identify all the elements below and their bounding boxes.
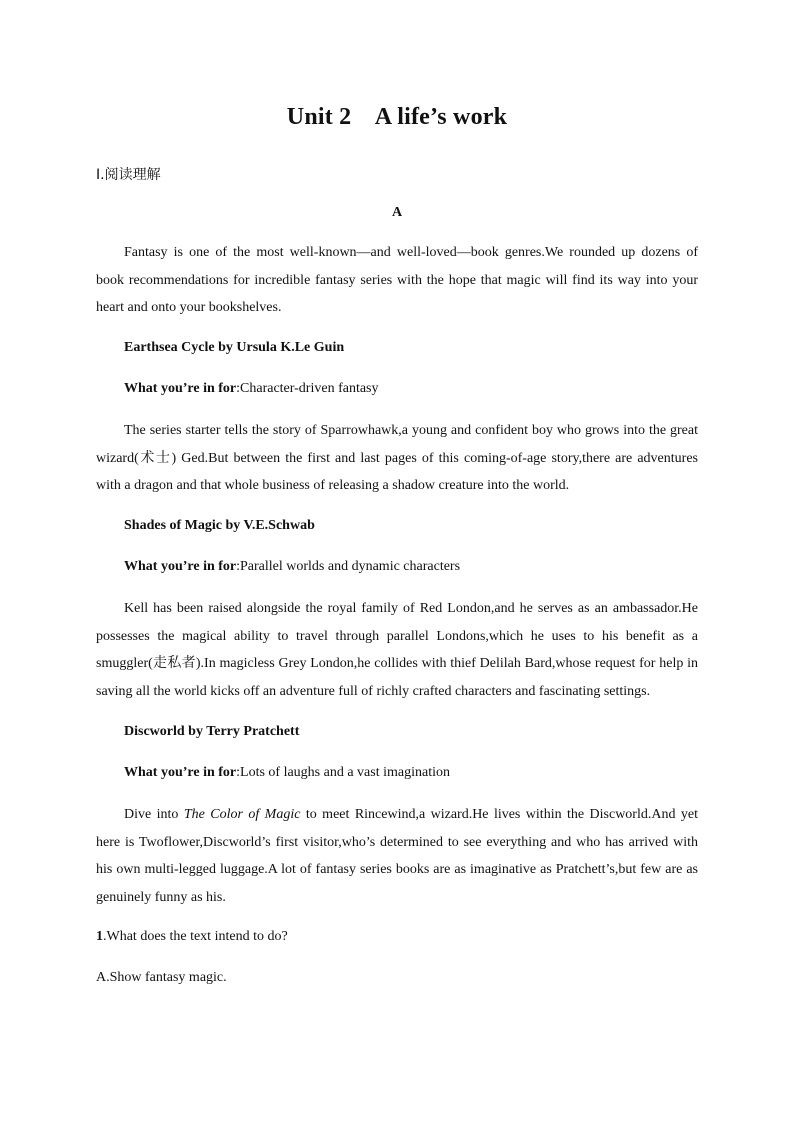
question-1-option-a: A.Show fantasy magic. <box>96 970 227 985</box>
question-text: .What does the text intend to do? <box>103 929 288 944</box>
book-description-discworld <box>96 801 698 911</box>
genre-value: :Character-driven fantasy <box>236 381 379 396</box>
question-number: 1 <box>96 929 103 944</box>
book-genre-line-shades <box>124 559 460 575</box>
book-title-italic: The Color of Magic <box>183 807 301 822</box>
book-heading-shades: Shades of Magic by V.E.Schwab <box>124 518 315 533</box>
genre-label: What you’re in for <box>124 765 237 780</box>
description-post: to meet Rincewind,a wizard.He lives within the Discworld.And yet here is Twoflower,Discworld’s first visitor,who’s determined to see everything and who has arrived with his own multi-legged luggage.A lot of fantasy series books are as imaginative as Pratchett’s,but few are as genuinely funny as his. <box>96 807 698 905</box>
passage-label: A <box>391 205 403 220</box>
book-description-earthsea: The series starter tells the story of Sparrowhawk,a young and confident boy who grows into the great wizard(术士) Ged.But between the first and last pages of this coming-of-age story,there are adventures with a dragon and that whole business of releasing a shadow creature into the world. <box>96 423 698 493</box>
section-heading: Ⅰ.阅读理解 <box>96 167 161 183</box>
description-pre: Dive into <box>124 807 184 822</box>
genre-value: :Parallel worlds and dynamic characters <box>236 559 461 574</box>
genre-label: What you’re in for <box>124 559 237 574</box>
genre-label: What you’re in for <box>124 381 237 396</box>
intro-paragraph: Fantasy is one of the most well-known—and well-loved—book genres.We rounded up dozens of book recommendations for incredible fantasy series with the hope that magic will find its way into your heart and onto your bookshelves. <box>96 245 698 315</box>
book-genre-line-earthsea <box>124 381 379 397</box>
book-description-shades: Kell has been raised alongside the royal family of Red London,and he serves as an ambassador.He possesses the magical ability to travel through parallel Londons,which he uses to his benefit as a smuggler(走私者).In magicless Grey London,he collides with thief Delilah Bard,whose request for help in saving all the world kicks off an adventure full of richly crafted characters and fascinating settings. <box>96 601 698 699</box>
book-heading-discworld: Discworld by Terry Pratchett <box>124 724 300 739</box>
genre-value: :Lots of laughs and a vast imagination <box>236 765 450 780</box>
book-genre-line-discworld <box>124 765 450 781</box>
book-heading-earthsea: Earthsea Cycle by Ursula K.Le Guin <box>124 340 345 355</box>
page-title: Unit 2 A life’s work <box>286 104 508 130</box>
question-1 <box>96 929 288 945</box>
